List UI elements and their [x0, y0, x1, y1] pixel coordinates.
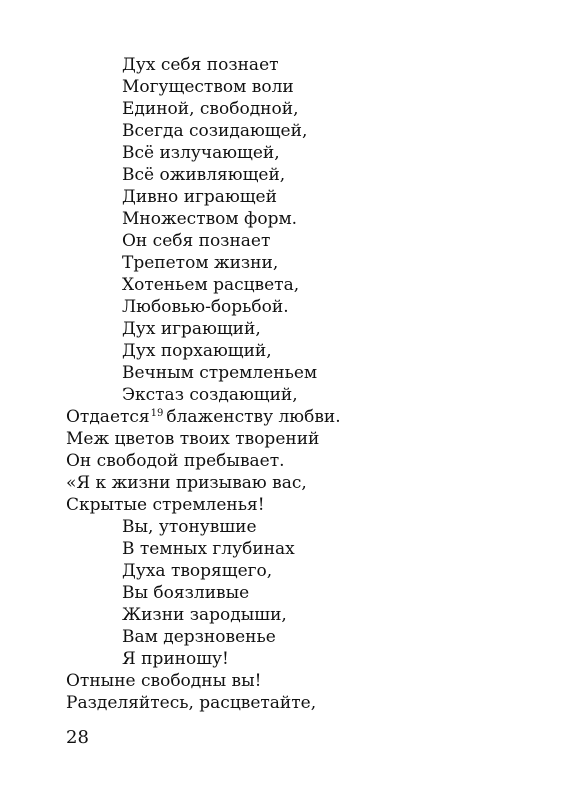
page-number: 28 [66, 727, 89, 748]
poem-line [66, 406, 526, 428]
poem-line [66, 538, 526, 560]
poem-line-text: Любовью-борьбой. [122, 297, 289, 317]
poem-line [66, 186, 526, 208]
poem-line [66, 362, 526, 384]
poem-line [66, 450, 526, 472]
poem-line-text: Он себя познает [122, 231, 271, 251]
poem-line-text: В темных глубинах [122, 539, 295, 559]
poem-line-text: Отныне свободны вы! [66, 671, 262, 691]
poem-line [66, 340, 526, 362]
poem-line-text: Дивно играющей [122, 187, 277, 207]
poem-line-text: Духа творящего, [122, 561, 273, 581]
poem-line [66, 142, 526, 164]
poem-line [66, 428, 526, 450]
poem-line [66, 626, 526, 648]
poem-line-text: Вечным стремленьем [122, 363, 318, 383]
poem-line [66, 76, 526, 98]
poem-line [66, 472, 526, 494]
poem-line-text: Вам дерзновенье [122, 627, 276, 647]
poem-line-text: Он свободой пребывает. [66, 451, 285, 471]
poem-line-text: Дух порхающий, [122, 341, 272, 361]
poem-line-text: Могуществом воли [122, 77, 294, 97]
poem-line [66, 120, 526, 142]
poem-line [66, 582, 526, 604]
poem-line-text: Вы боязливые [122, 583, 250, 603]
poem-line [66, 164, 526, 186]
footnote-marker: 19 [150, 408, 164, 419]
poem-line [66, 230, 526, 252]
poem-line [66, 318, 526, 340]
poem-line [66, 648, 526, 670]
poem-line-text: Разделяйтесь, расцветайте, [66, 693, 317, 713]
poem-line [66, 384, 526, 406]
poem-line [66, 54, 526, 76]
poem-line-text: Вы, утонувшие [122, 517, 257, 537]
poem-line [66, 692, 526, 714]
poem-line-text: Дух себя познает [122, 55, 279, 75]
poem-line-text: Дух играющий, [122, 319, 261, 339]
poem-line-text: Отдается [66, 407, 150, 427]
poem-line-text: Единой, свободной, [122, 99, 299, 119]
poem-line-text: Хотеньем расцвета, [122, 275, 300, 295]
poem-line [66, 516, 526, 538]
poem-line-text: Всё оживляющей, [122, 165, 286, 185]
poem-line [66, 208, 526, 230]
poem-line-text-continued: блаженству любви. [166, 407, 341, 427]
poem-line-text: Трепетом жизни, [122, 253, 279, 273]
poem-line-text: Всегда созидающей, [122, 121, 308, 141]
poem-line [66, 274, 526, 296]
poem-line-text: Меж цветов твоих творений [66, 429, 320, 449]
poem-line [66, 670, 526, 692]
poem-line-text: Я приношу! [122, 649, 229, 669]
poem-line [66, 560, 526, 582]
poem-line-text: Экстаз создающий, [122, 385, 298, 405]
poem-line [66, 604, 526, 626]
poem-line-text: Множеством форм. [122, 209, 298, 229]
poem-line [66, 296, 526, 318]
poem-line-text: Жизни зародыши, [122, 605, 287, 625]
poem-text [66, 54, 526, 714]
poem-line-text: Всё излучающей, [122, 143, 280, 163]
poem-line-text: Скрытые стремленья! [66, 495, 265, 515]
poem-line [66, 98, 526, 120]
poem-line [66, 252, 526, 274]
poem-line [66, 494, 526, 516]
poem-line-text: «Я к жизни призываю вас, [66, 473, 307, 493]
